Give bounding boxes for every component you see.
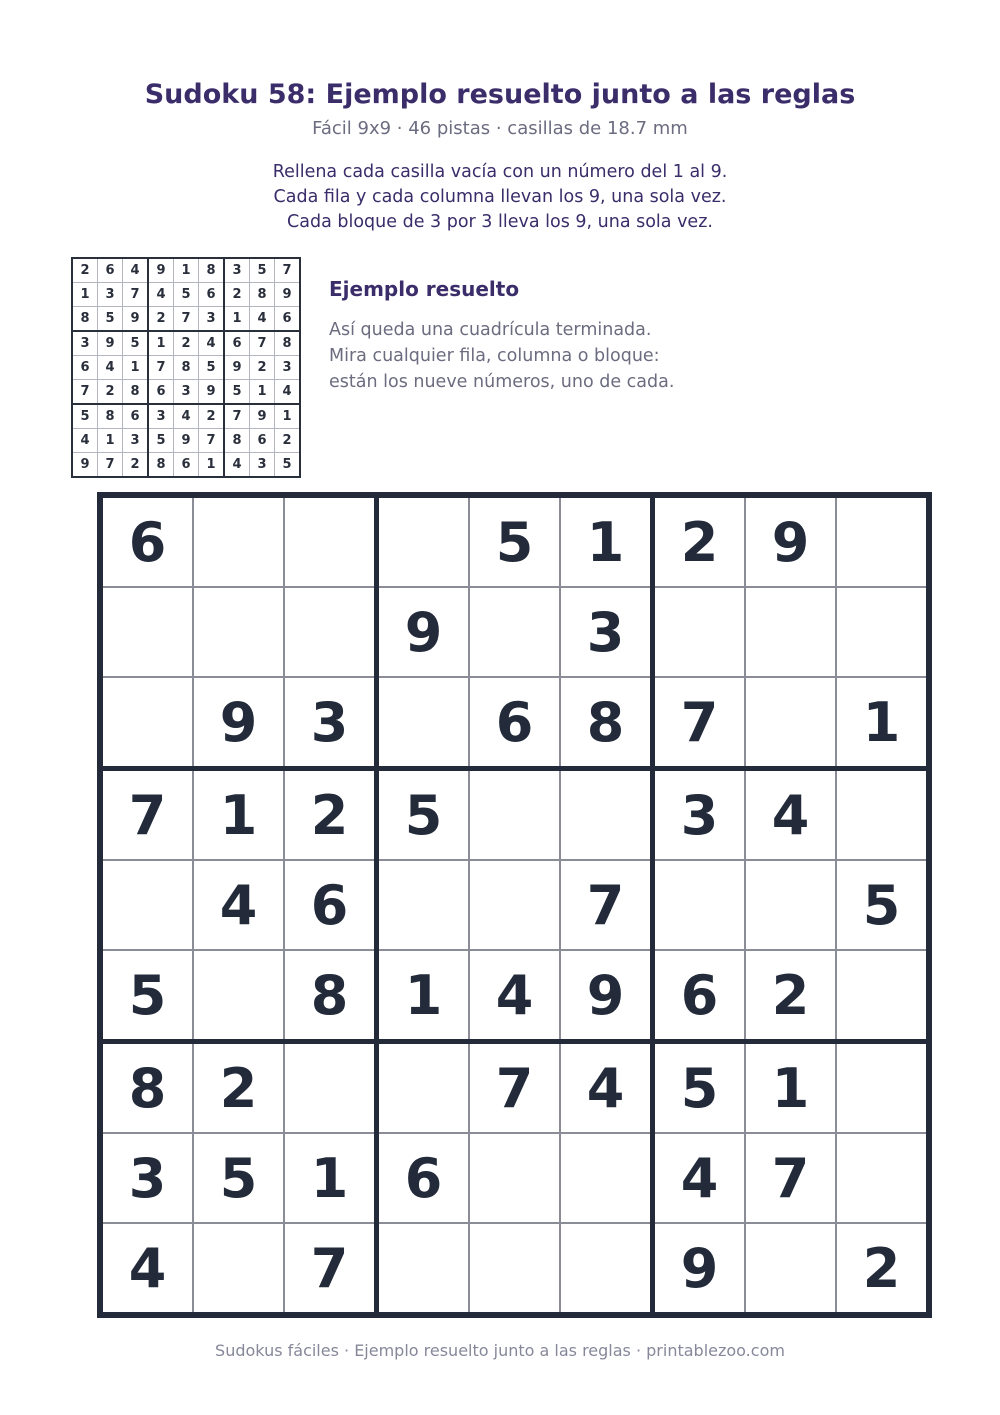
puzzle-cell-empty[interactable]	[193, 495, 284, 587]
puzzle-cell-given: 3	[653, 769, 746, 861]
puzzle-cell-empty[interactable]	[745, 1223, 836, 1315]
example-cell-given: 2	[123, 453, 149, 478]
example-cell-given: 7	[98, 453, 123, 478]
example-cell-given: 3	[250, 453, 275, 478]
puzzle-cell-given: 3	[284, 677, 377, 769]
puzzle-cell-given: 7	[560, 860, 653, 950]
example-cell-given: 1	[199, 453, 225, 478]
puzzle-cell-given: 2	[836, 1223, 929, 1315]
puzzle-cell-given: 9	[560, 950, 653, 1042]
example-cell-given: 7	[174, 307, 199, 332]
example-cell-given: 4	[250, 307, 275, 332]
puzzle-cell-empty[interactable]	[100, 587, 193, 677]
puzzle-cell-row	[100, 950, 929, 1042]
puzzle-cell-given: 2	[284, 769, 377, 861]
example-cell-given: 1	[224, 307, 250, 332]
puzzle-cell-given: 7	[284, 1223, 377, 1315]
example-cell-given: 1	[72, 283, 98, 307]
example-cell-given: 8	[72, 307, 98, 332]
example-cell-row	[72, 283, 300, 307]
example-cell-given: 8	[199, 258, 225, 283]
example-cell-given: 8	[148, 453, 174, 478]
rule-line: Rellena cada casilla vacía con un número del 1 al 9.	[272, 162, 728, 182]
example-cell-given: 3	[199, 307, 225, 332]
puzzle-cell-given: 8	[560, 677, 653, 769]
example-cell-given: 2	[148, 307, 174, 332]
puzzle-cell-row	[100, 1133, 929, 1223]
example-cell-row	[72, 453, 300, 478]
puzzle-cell-row	[100, 587, 929, 677]
puzzle-cell-empty[interactable]	[284, 495, 377, 587]
example-cell-given: 2	[199, 404, 225, 429]
puzzle-cell-empty[interactable]	[560, 1133, 653, 1223]
example-cell-given: 9	[174, 429, 199, 453]
puzzle-cell-empty[interactable]	[836, 769, 929, 861]
example-line: están los nueve números, uno de cada.	[329, 372, 675, 392]
puzzle-cell-given: 1	[836, 677, 929, 769]
example-cell-given: 7	[148, 356, 174, 380]
puzzle-cell-given: 2	[745, 950, 836, 1042]
puzzle-cell-given: 6	[653, 950, 746, 1042]
puzzle-cell-empty[interactable]	[836, 495, 929, 587]
puzzle-cell-given: 4	[560, 1042, 653, 1134]
example-cell-given: 9	[275, 283, 301, 307]
puzzle-cell-empty[interactable]	[377, 677, 470, 769]
puzzle-cell-given: 2	[653, 495, 746, 587]
page-title: Sudoku 58: Ejemplo resuelto junto a las reglas	[144, 79, 856, 110]
example-cell-given: 1	[123, 356, 149, 380]
puzzle-cell-given: 4	[100, 1223, 193, 1315]
puzzle-cell-row	[100, 1042, 929, 1134]
example-cell-given: 3	[98, 283, 123, 307]
example-cell-row	[72, 258, 300, 283]
puzzle-cell-given: 3	[560, 587, 653, 677]
example-cell-given: 4	[98, 356, 123, 380]
puzzle-cell-given: 4	[193, 860, 284, 950]
puzzle-cell-empty[interactable]	[377, 860, 470, 950]
puzzle-cell-given: 5	[836, 860, 929, 950]
example-cell-given: 7	[72, 380, 98, 405]
example-cell-given: 5	[224, 380, 250, 405]
puzzle-cell-given: 2	[193, 1042, 284, 1134]
example-cell-given: 4	[72, 429, 98, 453]
example-cell-given: 5	[199, 356, 225, 380]
example-line: Mira cualquier fila, columna o bloque:	[329, 346, 660, 366]
puzzle-cell-given: 7	[469, 1042, 560, 1134]
example-cell-given: 3	[224, 258, 250, 283]
example-cell-given: 9	[72, 453, 98, 478]
puzzle-cell-given: 6	[377, 1133, 470, 1223]
puzzle-cell-empty[interactable]	[836, 950, 929, 1042]
puzzle-cell-given: 8	[284, 950, 377, 1042]
example-cell-given: 8	[123, 380, 149, 405]
puzzle-cell-empty[interactable]	[377, 1042, 470, 1134]
puzzle-cell-empty[interactable]	[469, 860, 560, 950]
example-cell-given: 8	[224, 429, 250, 453]
puzzle-cell-empty[interactable]	[469, 587, 560, 677]
example-cell-given: 4	[123, 258, 149, 283]
puzzle-cell-empty[interactable]	[836, 1042, 929, 1134]
puzzle-cell-given: 3	[100, 1133, 193, 1223]
puzzle-cell-empty[interactable]	[836, 587, 929, 677]
example-cell-given: 6	[148, 380, 174, 405]
example-cell-given: 6	[72, 356, 98, 380]
puzzle-cell-given: 4	[653, 1133, 746, 1223]
example-cell-given: 9	[123, 307, 149, 332]
puzzle-cell-given: 1	[560, 495, 653, 587]
puzzle-cell-empty[interactable]	[193, 1223, 284, 1315]
puzzle-cell-given: 7	[745, 1133, 836, 1223]
puzzle-cell-empty[interactable]	[377, 1223, 470, 1315]
example-cell-given: 2	[275, 429, 301, 453]
puzzle-cell-empty[interactable]	[377, 495, 470, 587]
puzzle-cell-row	[100, 860, 929, 950]
puzzle-cell-given: 6	[284, 860, 377, 950]
example-cell-given: 6	[199, 283, 225, 307]
example-cell-given: 2	[224, 283, 250, 307]
example-cell-given: 9	[148, 258, 174, 283]
puzzle-cell-given: 6	[100, 495, 193, 587]
example-cell-given: 8	[250, 283, 275, 307]
puzzle-cell-given: 5	[377, 769, 470, 861]
puzzle-cell-given: 9	[745, 495, 836, 587]
example-cell-given: 1	[250, 380, 275, 405]
example-cell-row	[72, 331, 300, 356]
puzzle-cell-row	[100, 1223, 929, 1315]
example-cell-given: 4	[148, 283, 174, 307]
example-heading: Ejemplo resuelto	[329, 277, 520, 301]
example-cell-given: 6	[98, 258, 123, 283]
puzzle-cell-given: 5	[193, 1133, 284, 1223]
rules-block	[0, 160, 1000, 235]
example-cell-given: 2	[174, 331, 199, 356]
example-cell-given: 5	[123, 331, 149, 356]
puzzle-cell-empty[interactable]	[193, 587, 284, 677]
puzzle-cell-given: 7	[653, 677, 746, 769]
solved-example-grid	[71, 257, 301, 478]
puzzle-cell-empty[interactable]	[284, 1042, 377, 1134]
puzzle-cell-given: 1	[284, 1133, 377, 1223]
puzzle-cell-given: 9	[193, 677, 284, 769]
puzzle-cell-given: 5	[100, 950, 193, 1042]
puzzle-cell-empty[interactable]	[745, 587, 836, 677]
puzzle-cell-given: 4	[469, 950, 560, 1042]
example-cell-given: 6	[250, 429, 275, 453]
puzzle-cell-given: 5	[469, 495, 560, 587]
example-cell-given: 1	[174, 258, 199, 283]
example-cell-given: 4	[224, 453, 250, 478]
example-cell-given: 7	[224, 404, 250, 429]
puzzle-cell-empty[interactable]	[745, 860, 836, 950]
puzzle-cell-given: 1	[745, 1042, 836, 1134]
puzzle-cell-given: 9	[377, 587, 470, 677]
example-cell-given: 6	[224, 331, 250, 356]
example-cell-given: 4	[199, 331, 225, 356]
example-cell-given: 6	[275, 307, 301, 332]
puzzle-cell-empty[interactable]	[560, 769, 653, 861]
example-cell-given: 4	[174, 404, 199, 429]
example-cell-given: 1	[148, 331, 174, 356]
example-cell-given: 1	[98, 429, 123, 453]
example-cell-given: 5	[98, 307, 123, 332]
example-cell-given: 9	[199, 380, 225, 405]
puzzle-cell-given: 9	[653, 1223, 746, 1315]
example-cell-row	[72, 404, 300, 429]
example-cell-given: 3	[72, 331, 98, 356]
example-cell-row	[72, 356, 300, 380]
sudoku-puzzle-grid	[97, 492, 932, 1318]
puzzle-cell-given: 1	[193, 769, 284, 861]
example-cell-row	[72, 429, 300, 453]
example-cell-given: 7	[123, 283, 149, 307]
example-cell-given: 2	[250, 356, 275, 380]
puzzle-cell-empty[interactable]	[469, 1133, 560, 1223]
rule-line: Cada bloque de 3 por 3 lleva los 9, una sola vez.	[287, 212, 713, 232]
page-footer: Sudokus fáciles · Ejemplo resuelto junto a las reglas · printablezoo.com	[215, 1341, 785, 1360]
example-cell-given: 5	[148, 429, 174, 453]
puzzle-cell-empty[interactable]	[284, 587, 377, 677]
example-cell-given: 2	[98, 380, 123, 405]
example-cell-given: 3	[148, 404, 174, 429]
puzzle-cell-given: 7	[100, 769, 193, 861]
example-cell-given: 3	[174, 380, 199, 405]
example-cell-row	[72, 380, 300, 405]
puzzle-cell-empty[interactable]	[469, 1223, 560, 1315]
example-cell-given: 5	[72, 404, 98, 429]
example-cell-given: 3	[275, 356, 301, 380]
example-description	[329, 317, 674, 395]
puzzle-cell-given: 5	[653, 1042, 746, 1134]
puzzle-cell-empty[interactable]	[560, 1223, 653, 1315]
example-cell-given: 7	[275, 258, 301, 283]
example-cell-given: 8	[174, 356, 199, 380]
rule-line: Cada fila y cada columna llevan los 9, una sola vez.	[273, 187, 727, 207]
example-cell-given: 4	[275, 380, 301, 405]
puzzle-cell-empty[interactable]	[653, 587, 746, 677]
example-cell-given: 8	[98, 404, 123, 429]
puzzle-cell-empty[interactable]	[100, 677, 193, 769]
puzzle-cell-empty[interactable]	[836, 1133, 929, 1223]
example-line: Así queda una cuadrícula terminada.	[329, 320, 652, 340]
puzzle-cell-row	[100, 769, 929, 861]
example-cell-given: 3	[123, 429, 149, 453]
example-cell-given: 6	[174, 453, 199, 478]
example-cell-given: 2	[72, 258, 98, 283]
puzzle-cell-empty[interactable]	[193, 950, 284, 1042]
example-cell-given: 5	[275, 453, 301, 478]
puzzle-cell-row	[100, 677, 929, 769]
example-cell-given: 5	[174, 283, 199, 307]
puzzle-cell-empty[interactable]	[100, 860, 193, 950]
page-subtitle: Fácil 9x9 · 46 pistas · casillas de 18.7 mm	[312, 118, 688, 139]
puzzle-cell-empty[interactable]	[745, 677, 836, 769]
puzzle-cell-given: 6	[469, 677, 560, 769]
example-cell-given: 7	[250, 331, 275, 356]
example-cell-given: 9	[224, 356, 250, 380]
example-cell-given: 8	[275, 331, 301, 356]
puzzle-cell-given: 8	[100, 1042, 193, 1134]
example-cell-given: 9	[98, 331, 123, 356]
example-cell-given: 6	[123, 404, 149, 429]
example-cell-given: 9	[250, 404, 275, 429]
example-cell-given: 5	[250, 258, 275, 283]
puzzle-cell-given: 4	[745, 769, 836, 861]
example-cell-given: 7	[199, 429, 225, 453]
puzzle-cell-empty[interactable]	[469, 769, 560, 861]
puzzle-cell-empty[interactable]	[653, 860, 746, 950]
puzzle-cell-given: 1	[377, 950, 470, 1042]
example-cell-row	[72, 307, 300, 332]
puzzle-cell-row	[100, 495, 929, 587]
example-cell-given: 1	[275, 404, 301, 429]
